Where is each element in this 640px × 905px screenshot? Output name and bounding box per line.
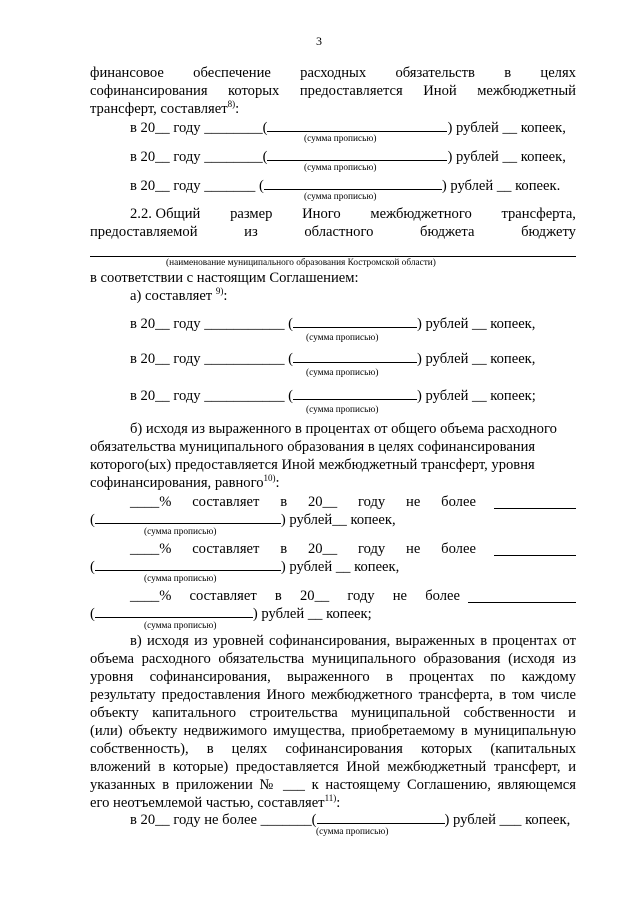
word: в (504, 65, 512, 81)
amount-blank[interactable] (267, 118, 447, 132)
par-c-line: указанных в приложении № ___ к настоящему Соглашению, являющемся (90, 777, 576, 793)
par-c-line: (или) объекту недвижимого имущества, приобретаемому в муниципальную (90, 723, 576, 739)
amount-caption: (сумма прописью) (316, 827, 389, 837)
word: в (280, 494, 288, 510)
text: : (275, 475, 280, 491)
word: более (425, 588, 460, 604)
amount-caption: (сумма прописью) (304, 192, 377, 202)
limit-blank-line[interactable] (468, 602, 576, 603)
page-number: 3 (316, 34, 322, 48)
word: году (357, 541, 386, 557)
amount-caption: (сумма прописью) (306, 405, 379, 415)
amount-blank[interactable] (267, 147, 447, 161)
text: : (235, 101, 240, 117)
par-b-line-2: обязательства муниципального образования в целях софинансирования (90, 439, 536, 455)
word: обеспечение (193, 65, 271, 81)
amount-caption: (сумма прописью) (144, 621, 217, 631)
year-row (130, 314, 535, 333)
word: Иного (302, 206, 341, 222)
text: его неотъемлемой частью, составляет (90, 795, 325, 811)
word: 20__ (299, 588, 330, 604)
row-prefix: ( (90, 559, 95, 575)
word: 20__ (307, 541, 338, 557)
amount-blank[interactable] (317, 810, 445, 824)
word: обязательств (395, 65, 475, 81)
par-c-line: в) исходя из уровней софинансирования, выраженных в процентах от (130, 633, 576, 649)
word: областного (304, 224, 374, 240)
par-c-line: уровня софинансирования, выраженного в процентах по каждому (90, 669, 576, 685)
year-row (130, 386, 536, 405)
word: которых (228, 83, 280, 99)
word: не (406, 541, 421, 557)
percent-blank: ____% (130, 494, 172, 510)
row-prefix: ( (90, 512, 95, 528)
municipality-caption: (наименование муниципального образования Костромской области) (166, 258, 436, 268)
limit-blank-line[interactable] (494, 508, 576, 509)
intro-line-1 (90, 64, 576, 82)
word: 20__ (307, 494, 338, 510)
amount-caption: (сумма прописью) (306, 368, 379, 378)
word: предоставляемой (90, 224, 198, 240)
amount-caption: (сумма прописью) (144, 574, 217, 584)
word: софинансирования (90, 83, 208, 99)
word: размер (230, 206, 273, 222)
par-c-line: собственность), в целях софинансирования которых (капитальных (90, 741, 576, 757)
par-c-line: вложений в которые) предоставляется Иной межбюджетный трансферт, и (90, 759, 576, 775)
word: предоставляется (299, 83, 403, 99)
word: финансовое (90, 65, 164, 81)
intro-line-2 (90, 82, 576, 100)
row-suffix: ) рублей __ копеек. (441, 178, 561, 194)
percent-row (130, 493, 476, 511)
percent-row-amount (90, 510, 396, 529)
row-suffix: ) рублей ___ копеек, (444, 812, 571, 828)
row-suffix: ) рублей __ копеек; (252, 606, 372, 622)
text: трансферт, составляет (90, 101, 228, 117)
row-suffix: ) рублей __ копеек, (447, 149, 566, 165)
word: не (392, 588, 408, 604)
word: году (357, 494, 386, 510)
text: а) составляет (130, 288, 216, 304)
row-prefix: ( (90, 606, 95, 622)
sec22-line-3: в соответствии с настоящим Соглашением: (90, 270, 359, 286)
word: составляет (189, 588, 257, 604)
sec22-line-1 (130, 205, 576, 223)
row-suffix: ) рублей__ копеек, (280, 512, 396, 528)
footnote-ref: 11) (324, 793, 337, 804)
row-suffix: ) рублей __ копеек, (417, 351, 536, 367)
amount-blank[interactable] (293, 314, 417, 328)
sec22-item-a (130, 287, 227, 305)
row-suffix: ) рублей __ копеек, (280, 559, 400, 575)
word: расходных (300, 65, 367, 81)
row-suffix: ) рублей __ копеек, (447, 120, 566, 136)
intro-line-3 (90, 100, 239, 118)
par-c-line: объема расходного обязательства муниципального образования (исходя из (90, 651, 576, 667)
percent-row (130, 540, 476, 558)
percent-row-amount (90, 557, 399, 576)
word: бюджета (420, 224, 475, 240)
text: : (223, 288, 228, 304)
year-row (130, 349, 535, 368)
percent-blank: ____% (130, 541, 172, 557)
row-prefix: в 20__ году ________( (130, 120, 268, 136)
amount-caption: (сумма прописью) (304, 134, 377, 144)
par-b-line-1: б) исходя из выраженного в процентах от общего объема расходного (130, 421, 557, 437)
word: в (274, 588, 282, 604)
word: межбюджетного (370, 206, 472, 222)
municipality-blank-line[interactable] (90, 256, 576, 257)
word: не (406, 494, 421, 510)
word: целях (540, 65, 576, 81)
word: Иной (423, 83, 457, 99)
word: более (441, 541, 476, 557)
word: составляет (192, 541, 260, 557)
row-prefix: в 20__ году ___________ ( (130, 316, 294, 332)
footnote-ref: 10) (263, 473, 276, 484)
percent-row (130, 587, 460, 605)
par-b-line-3: которого(ых) предоставляется Иной межбюджетный трансферт, уровня (90, 457, 535, 473)
word: более (441, 494, 476, 510)
par-c-line: результату предоставления Иного межбюджетного трансферта, в том числе (90, 687, 576, 703)
sec22-line-2 (90, 223, 576, 241)
word: бюджету (521, 224, 576, 240)
amount-blank[interactable] (293, 386, 417, 400)
amount-blank[interactable] (95, 557, 281, 571)
amount-blank[interactable] (293, 349, 417, 363)
word: трансферта, (501, 206, 576, 222)
row-prefix: в 20__ году не более _______( (130, 812, 317, 828)
amount-blank[interactable] (264, 176, 442, 190)
amount-caption: (сумма прописью) (304, 163, 377, 173)
row-prefix: в 20__ году ________( (130, 149, 268, 165)
amount-caption: (сумма прописью) (306, 333, 379, 343)
text: софинансирования, равного (90, 475, 264, 491)
par-b-line-4 (90, 474, 280, 492)
word: межбюджетный (477, 83, 576, 99)
word: в (280, 541, 288, 557)
row-prefix: в 20__ году ___________ ( (130, 388, 294, 404)
amount-blank[interactable] (95, 604, 253, 618)
percent-blank: ____% (130, 588, 172, 604)
word: 2.2. Общий (130, 206, 201, 222)
text: : (336, 795, 341, 811)
row-prefix: в 20__ году _______ ( (130, 178, 264, 194)
row-suffix: ) рублей __ копеек; (417, 388, 536, 404)
limit-blank-line[interactable] (494, 555, 576, 556)
row-prefix: в 20__ году ___________ ( (130, 351, 294, 367)
word: году (347, 588, 375, 604)
row-suffix: ) рублей __ копеек, (417, 316, 536, 332)
amount-blank[interactable] (95, 510, 281, 524)
footnote-ref: 8) (227, 99, 236, 110)
amount-caption: (сумма прописью) (144, 527, 217, 537)
percent-row-amount (90, 604, 372, 623)
word: составляет (192, 494, 260, 510)
word: из (244, 224, 258, 240)
footnote-ref: 9) (215, 286, 224, 297)
par-c-line: объекту капитального строительства муниципальной собственности и (90, 705, 576, 721)
